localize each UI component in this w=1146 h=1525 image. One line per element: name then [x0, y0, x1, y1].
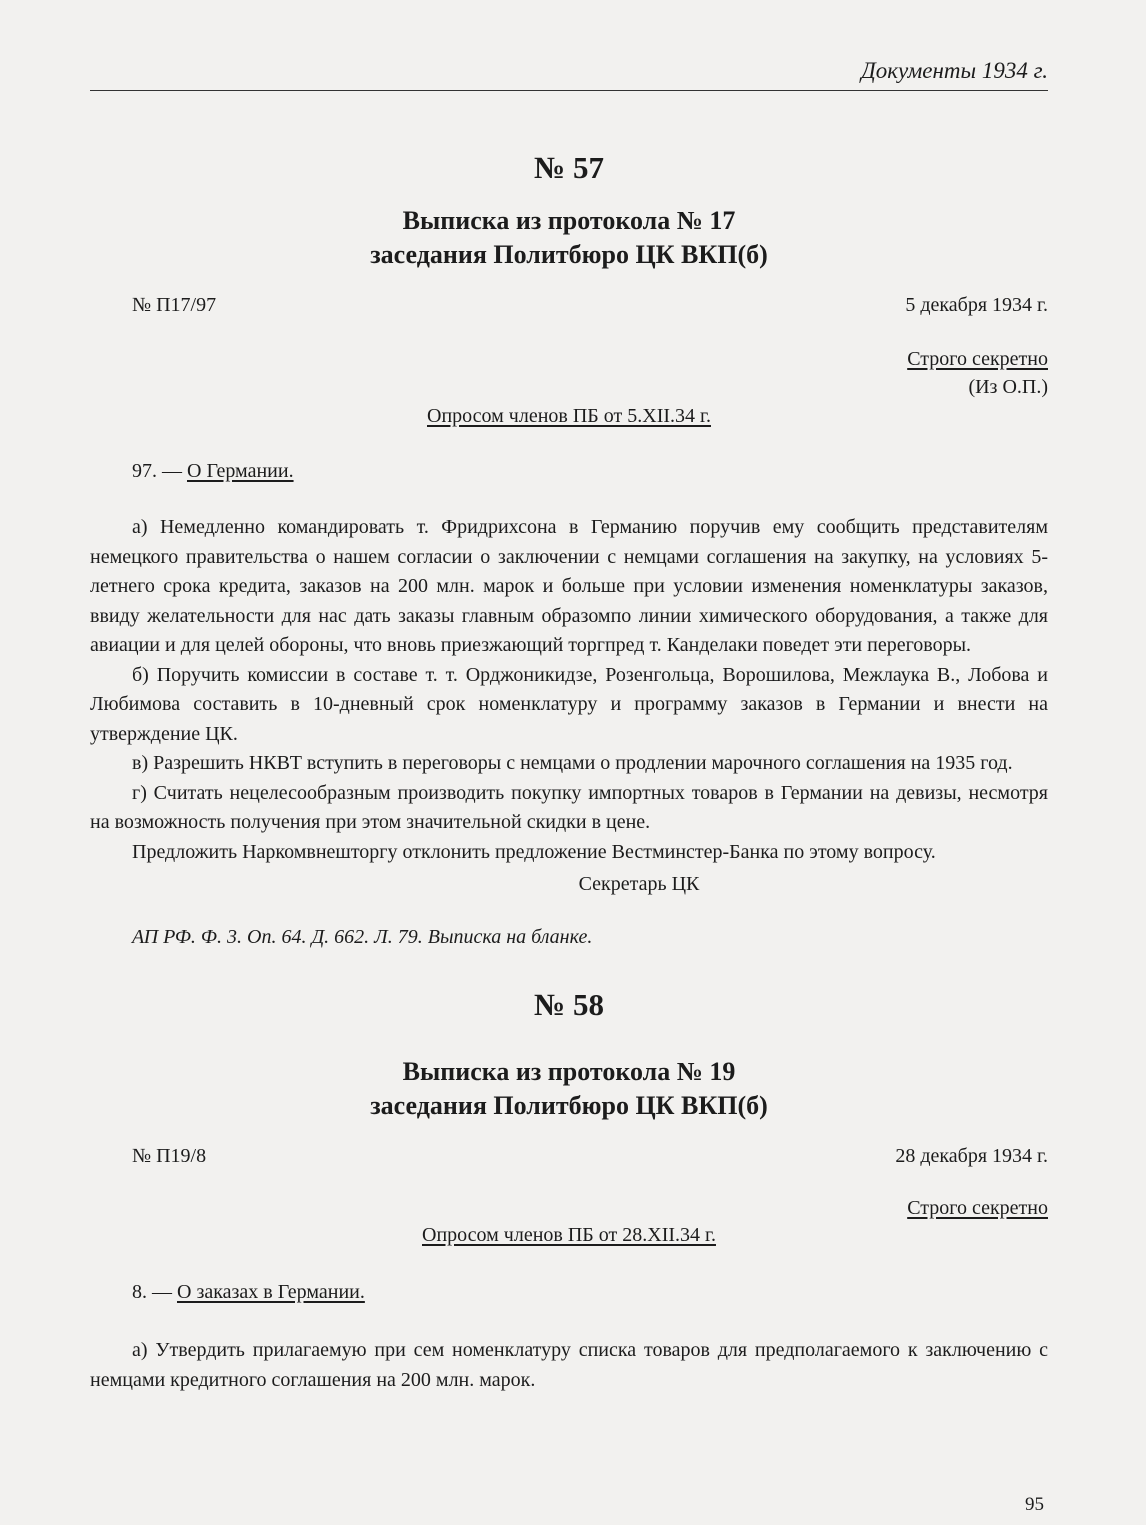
secrecy-stamp: Строго секретно [907, 348, 1048, 370]
paragraph: Предложить Наркомвнешторгу отклонить предложение Вестминстер-Банка по этому вопросу. [132, 840, 936, 863]
document-date: 28 декабря 1934 г. [895, 1145, 1048, 1167]
reference-row [90, 294, 1048, 317]
document-date: 5 декабря 1934 г. [905, 294, 1048, 316]
poll-note: Опросом членов ПБ от 5.XII.34 г. [427, 405, 711, 427]
document-58 [90, 987, 1048, 1395]
title-line: заседания Политбюро ЦК ВКП(б) [370, 1091, 768, 1120]
item-title: О Германии. [187, 460, 294, 482]
item-heading [90, 1281, 1048, 1304]
page-content [90, 150, 1048, 1395]
document-number: № 57 [534, 150, 604, 185]
title-line: Выписка из протокола № 19 [402, 1057, 736, 1086]
document-number: № 58 [534, 987, 604, 1022]
protocol-reference: № П19/8 [132, 1145, 207, 1167]
protocol-reference: № П17/97 [132, 294, 217, 316]
secrecy-stamp: Строго секретно [907, 1197, 1048, 1219]
item-title: О заказах в Германии. [177, 1281, 365, 1303]
item-number: 97. — [132, 460, 187, 482]
item-heading [90, 460, 1048, 483]
page-number: 95 [1025, 1494, 1044, 1515]
document-57 [90, 150, 1048, 949]
title-line: Выписка из протокола № 17 [402, 206, 736, 235]
archive-reference: АП РФ. Ф. 3. Оп. 64. Д. 662. Л. 79. Выписка на бланке. [132, 926, 593, 948]
signature: Секретарь ЦК [578, 873, 700, 895]
reference-row [90, 1145, 1048, 1168]
paragraph: в) Разрешить НКВТ вступить в переговоры с немцами о продлении марочного соглашения на 1935 год. [132, 752, 1013, 774]
item-number: 8. — [132, 1281, 177, 1303]
paragraph: а) Утвердить прилагаемую при сем номенклатуру списка товаров для предполагаемого к заключению с немцами кредитного соглашения на 200 млн. марок. [90, 1339, 1048, 1391]
paragraph: г) Считать нецелесообразным производить покупку импортных товаров в Германии на девизы, несмотря на возможность получения при этом значительной скидки в цене. [90, 781, 1048, 833]
paragraph: б) Поручить комиссии в составе т. т. Орджоникидзе, Розенгольца, Ворошилова, Межлаука В., Лобова и Любимова составить в 10-дневный срок номенклатуру и программу заказов в Германии и внести на утверждение ЦК. [90, 663, 1048, 745]
paragraph: а) Немедленно командировать т. Фридрихсона в Германию поручив ему сообщить представителям немецкого правительства о нашем согласии о заключении с немцами соглашения на закупку, на условиях 5-летнего срока кредита, заказов на 200 млн. марок и больше при условии изменения номенклатуры заказов, ввиду желательности для нас дать заказы главным образомпо линии химического оборудования, а также для авиации и для целей обороны, что вновь приезжающий торгпред т. Канделаки поведет эти переговоры. [90, 516, 1048, 656]
title-line: заседания Политбюро ЦК ВКП(б) [370, 240, 768, 269]
poll-note: Опросом членов ПБ от 28.XII.34 г. [422, 1224, 716, 1246]
document-title [90, 1055, 1048, 1123]
document-title [90, 204, 1048, 272]
source-note: (Из О.П.) [968, 376, 1048, 398]
running-header: Документы 1934 г. [90, 58, 1048, 91]
